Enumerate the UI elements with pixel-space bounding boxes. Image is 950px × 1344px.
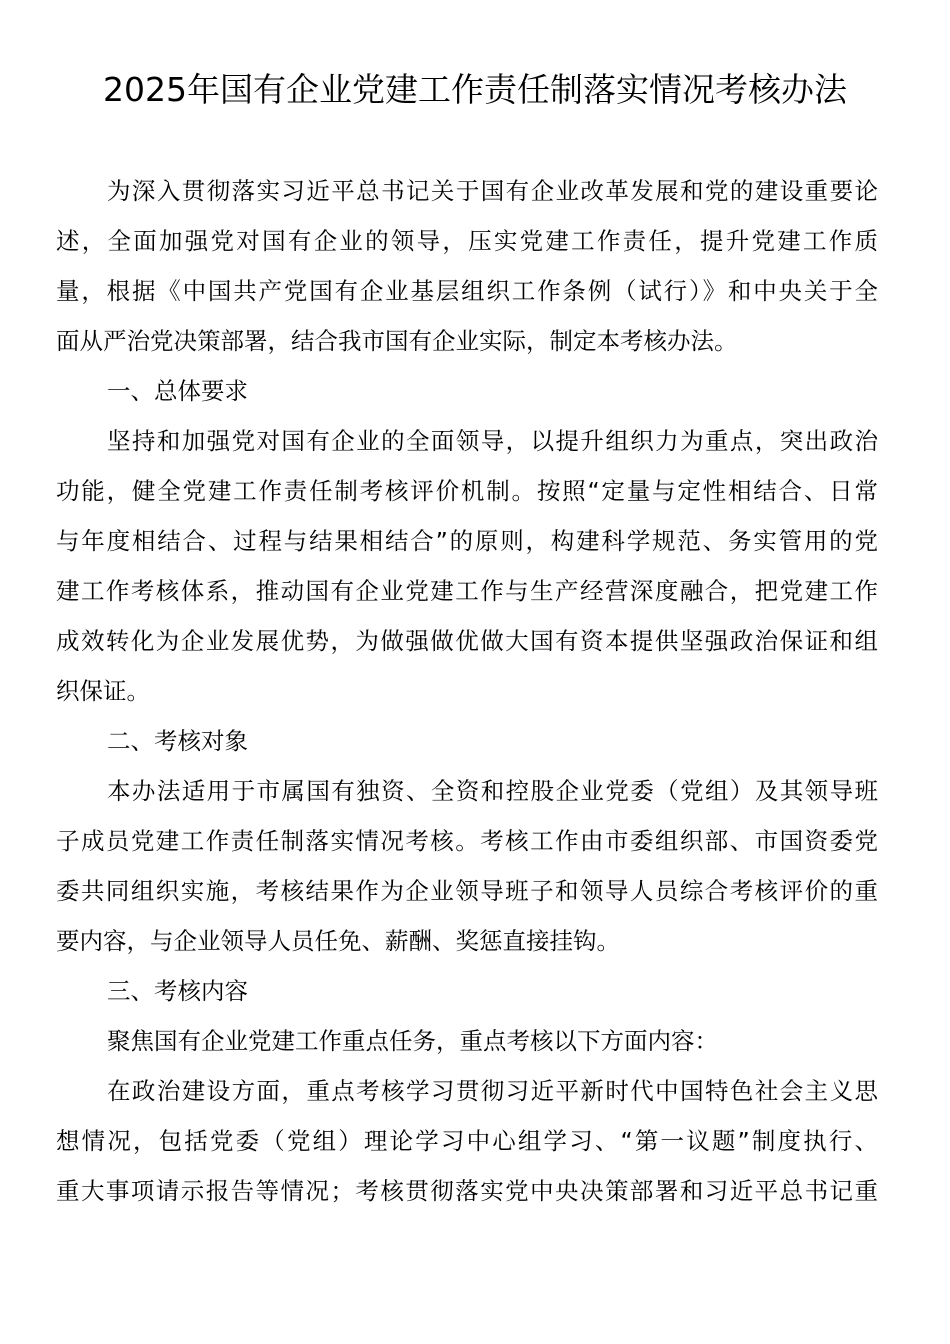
paragraph-line: 委共同组织实施，考核结果作为企业领导班子和领导人员综合考核评价的重 (56, 877, 878, 905)
document-body (56, 166, 878, 1216)
paragraph-line: 在政治建设方面，重点考核学习贯彻习近平新时代中国特色社会主义思 (107, 1077, 878, 1105)
document-title: 2025年国有企业党建工作责任制落实情况考核办法 (103, 70, 847, 109)
paragraph (56, 416, 878, 716)
paragraph-line: 与年度相结合、过程与结果相结合”的原则，构建科学规范、务实管用的党 (56, 527, 878, 555)
paragraph-line: 想情况，包括党委（党组）理论学习中心组学习、“第一议题”制度执行、 (56, 1127, 878, 1155)
paragraph-line: 述，全面加强党对国有企业的领导，压实党建工作责任，提升党建工作质 (56, 227, 878, 255)
paragraph-line: 子成员党建工作责任制落实情况考核。考核工作由市委组织部、市国资委党 (56, 827, 878, 855)
paragraph-line: 要内容，与企业领导人员任免、薪酬、奖惩直接挂钩。 (56, 927, 620, 955)
paragraph-line: 坚持和加强党对国有企业的全面领导，以提升组织力为重点，突出政治 (107, 427, 878, 455)
paragraph-line: 建工作考核体系，推动国有企业党建工作与生产经营深度融合，把党建工作 (56, 577, 878, 605)
paragraph (56, 166, 878, 366)
paragraph-line: 功能，健全党建工作责任制考核评价机制。按照“定量与定性相结合、日常 (56, 477, 878, 505)
paragraph-line: 为深入贯彻落实习近平总书记关于国有企业改革发展和党的建设重要论 (107, 177, 878, 205)
paragraph-line: 面从严治党决策部署，结合我市国有企业实际，制定本考核办法。 (56, 327, 738, 355)
paragraph-line: 聚焦国有企业党建工作重点任务，重点考核以下方面内容： (107, 1027, 718, 1055)
section-heading: 二、考核对象 (107, 727, 248, 755)
paragraph (56, 1066, 878, 1216)
paragraph (56, 766, 878, 966)
paragraph-line: 量，根据《中国共产党国有企业基层组织工作条例（试行）》和中央关于全 (56, 277, 878, 305)
paragraph-line: 本办法适用于市属国有独资、全资和控股企业党委（党组）及其领导班 (107, 777, 878, 805)
section-heading: 三、考核内容 (107, 977, 248, 1005)
paragraph-line: 重大事项请示报告等情况；考核贯彻落实党中央决策部署和习近平总书记重 (56, 1177, 878, 1205)
paragraph (56, 1016, 878, 1066)
paragraph-line: 织保证。 (56, 677, 150, 705)
paragraph-line: 成效转化为企业发展优势，为做强做优做大国有资本提供坚强政治保证和组 (56, 627, 878, 655)
section-heading: 一、总体要求 (107, 377, 248, 405)
